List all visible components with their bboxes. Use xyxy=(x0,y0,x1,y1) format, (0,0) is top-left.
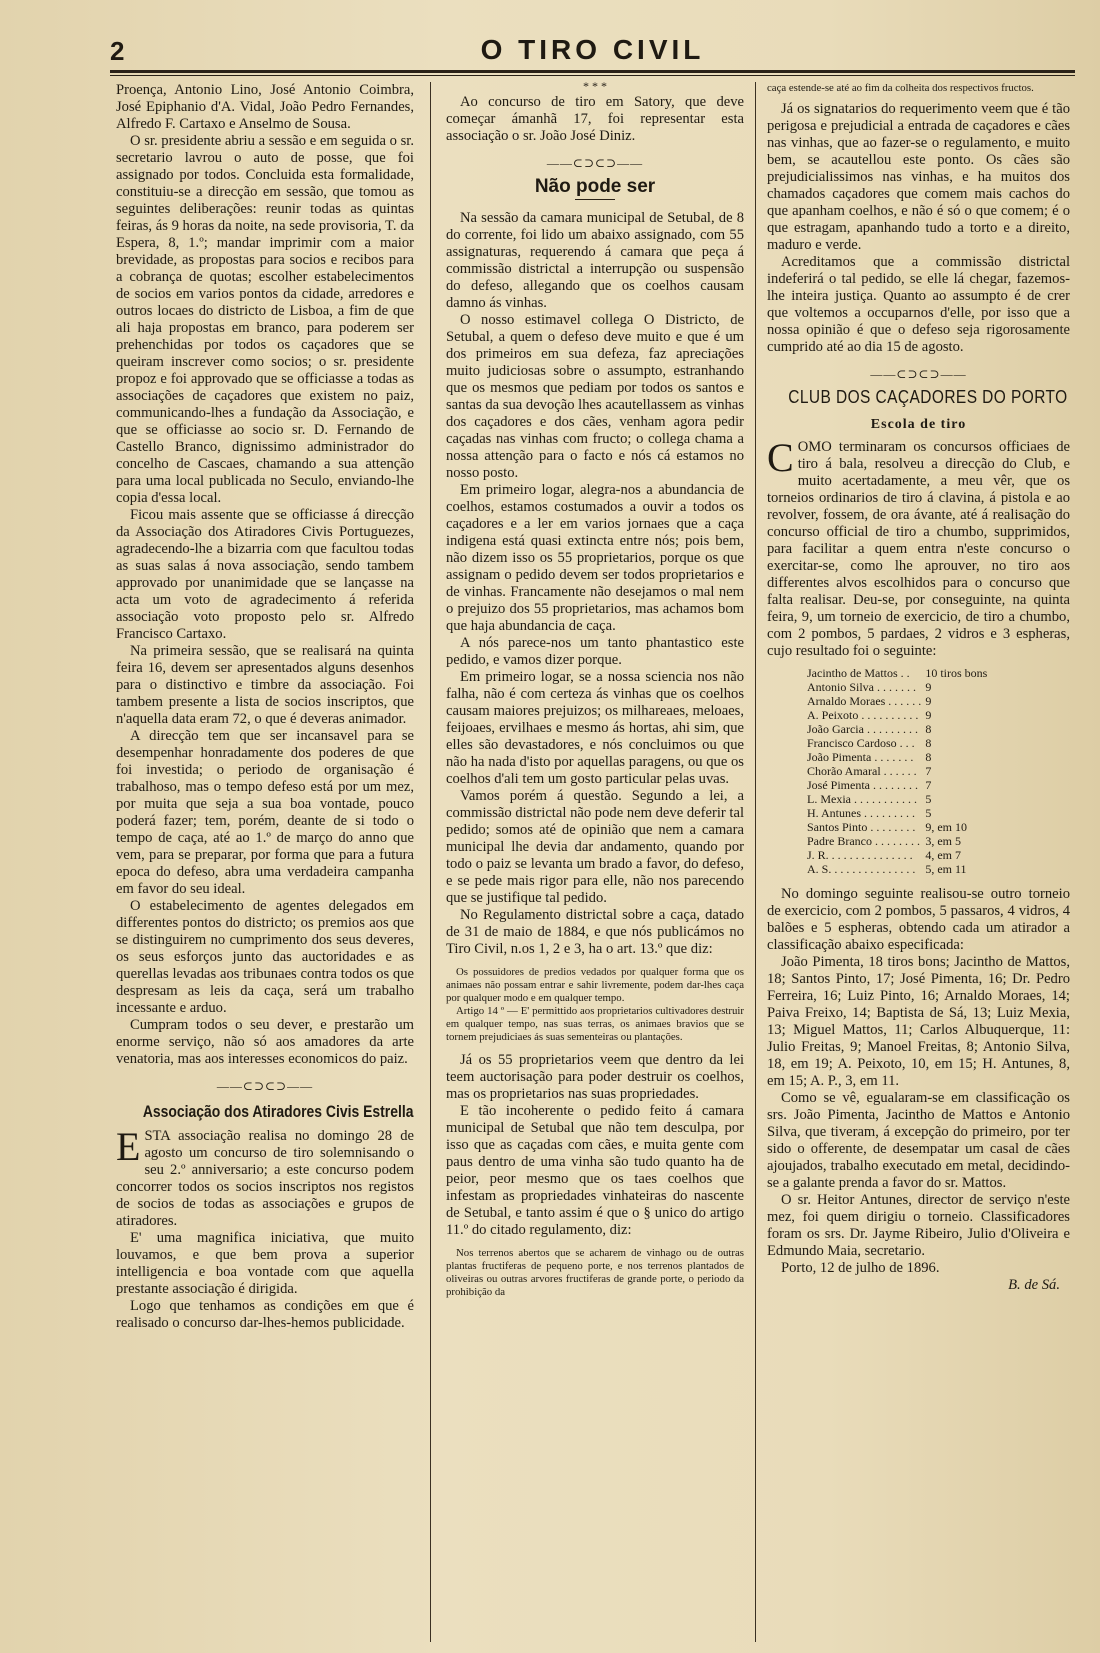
shooter-name: L. Mexia . . . . . . . . . . . xyxy=(807,792,917,806)
shooter-score: 3, em 5 xyxy=(925,834,961,848)
asterism: * * * xyxy=(583,79,607,93)
paragraph: O estabelecimento de agentes delegados em differentes pontos do districto; os premios aos que se distinguirem no cumprimento dos seus deveres, os seus esforços junto das auctoridades e as querellas levadas aos tribunaes contra todos os que despresam as leis da caça, será um trabalho incessante e arduo. xyxy=(116,898,414,1016)
scores-table xyxy=(807,666,991,876)
table-row xyxy=(807,764,991,778)
masthead-title: O TIRO CIVIL xyxy=(480,34,705,65)
paragraph: E' uma magnifica iniciativa, que muito louvamos, e que bem prova a superior intelligencia e boa vontade com que aquella prestante associação é dirigida. xyxy=(116,1230,414,1297)
paragraph: Proença, Antonio Lino, José Antonio Coimbra, José Epiphanio d'A. Vidal, João Pedro Fernandes, Alfredo F. Cartaxo e Anselmo de Sousa. xyxy=(116,82,414,132)
header-rule-thin xyxy=(110,75,1075,76)
paragraph: A nós parece-nos um tanto phantastico este pedido, e vamos dizer porque. xyxy=(446,635,744,668)
shooter-name: J. R. . . . . . . . . . . . . . . xyxy=(807,848,913,862)
paragraph: Vamos porém á questão. Segundo a lei, a commissão districtal não pode nem deve deferir tal pedido; somos até de opinião que nem a camara municipal lhe devia dar andamento, quando por todo o paiz se levanta um brado a favor, do defeso, e se pede mais rigor para elle, não nos parecendo que se justifique tal pedido. xyxy=(446,788,744,906)
column-divider xyxy=(430,82,431,1642)
paragraph: A direcção tem que ser incansavel para se desempenhar honradamente dos poderes de que foi investida; o periodo de organisação é trabalhoso, mas o tempo defeso está por um mez, por muita que seja a sua boa vontade, pouco poderá fazer; tem, porém, deante de si todo o tempo de caça, até ao 1.º de março do anno que vem, para se preparar, por forma que para a futura epoca do defeso, abra uma verdadeira campanha em favor do seu ideal. xyxy=(116,728,414,897)
law-quote xyxy=(446,1247,744,1299)
dateline: Porto, 12 de julho de 1896. xyxy=(781,1260,940,1276)
paragraph: Ao concurso de tiro em Satory, que deve começar ámanhã 17, foi representar esta associação o sr. João José Diniz. xyxy=(446,94,744,144)
paragraph: Acreditamos que a commissão districtal indeferirá o tal pedido, se elle lá chegar, fazemos-lhe inteira justiça. Quanto ao assumpto é de crer que voltemos a occuparnos d'elle, por isso que a nossa opinião é que o defeso seja rigorosamente cumprido até ao dia 15 de agosto. xyxy=(767,254,1070,355)
shooter-name: José Pimenta . . . . . . . . xyxy=(807,778,918,792)
article-title: Não pode ser xyxy=(534,176,656,197)
shooter-score: 9, em 10 xyxy=(925,820,967,834)
paragraph: Em primeiro logar, alegra-nos a abundancia de coelhos, estamos costumados a ouvir a todos os caçadores e a ler em varios jornaes que a caça indigena está quasi extincta entre nós; pois bem, não dizem isso os 55 proprietarios, porque os que assignam o pedido devem ser todos proprietarios e de vinhas. Francamente não desejamos o mal nem o prejuizo dos 55 proprietarios, mas achamos bom que haja abundancia de caça. xyxy=(446,482,744,634)
column-divider xyxy=(755,82,756,1642)
shooter-score: 10 tiros bons xyxy=(925,666,988,680)
table-row xyxy=(807,736,991,750)
table-row xyxy=(807,778,991,792)
shooter-name: João Pimenta . . . . . . . xyxy=(807,750,914,764)
ornament-divider: ——⊂⊃⊂⊃—— xyxy=(546,156,644,170)
article-subtitle: Escola de tiro xyxy=(870,417,967,432)
page-header xyxy=(110,34,1075,70)
paragraph: E tão incoherente o pedido feito á camara municipal de Setubal que não tem desculpa, por isso que as caçadas com cães, e muita gente com paus dentro de uma vinha são tudo quanto ha de peior, peor mesmo que os taes coelhos que infestam as propriedades vinhateiras do nascente de Setubal, e tanto assim é que o § unico do artigo 11.º do citado regulamento, diz: xyxy=(446,1103,744,1238)
shooter-score: 4, em 7 xyxy=(925,848,961,862)
shooter-score: 9 xyxy=(925,708,932,722)
table-row xyxy=(807,666,991,680)
paragraph: No Regulamento districtal sobre a caça, datado de 31 de maio de 1884, e que nós publicámos no Tiro Civil, n.os 1, 2 e 3, ha o art. 13.º que diz: xyxy=(446,907,744,957)
law-quote-continued xyxy=(767,82,1070,95)
shooter-name: H. Antunes . . . . . . . . . xyxy=(807,806,915,820)
table-row xyxy=(807,750,991,764)
ornament-divider: ——⊂⊃⊂⊃—— xyxy=(870,367,967,381)
page-number: 2 xyxy=(110,36,125,66)
article-title: Associação dos Atiradores Civis Estrella xyxy=(142,1102,414,1121)
shooter-score: 5 xyxy=(925,806,932,820)
shooter-name: A. S. . . . . . . . . . . . . . . xyxy=(807,862,916,876)
quote-paragraph: Os possuidores de predios vedados por qualquer forma que os animaes não possam entrar e sahir livremente, podem dar-lhes caça por qualquer modo e em qualquer tempo. xyxy=(446,966,744,1004)
paragraph: Na sessão da camara municipal de Setubal, de 8 do corrente, foi lido um abaixo assignado, com 55 assignaturas, requerendo á camara que peça á commissão districtal a interrupção ou suspensão do defeso, allegando que os coelhos causam damno ás vinhas. xyxy=(446,210,744,311)
paragraph: Em primeiro logar, se a nossa sciencia nos não falha, não é com certeza ás vinhas que os coelhos causam maiores prejuizos; os milhareaes, meloaes, feijoaes, ervilhaes e mesmo ás hortas, ahi sim, que elles são devastadores, e nós concluimos ou que não ha nada d'isto por aquellas paragens, ou que os coelhos d'ali tem um gosto particular pelas uvas. xyxy=(446,669,744,787)
article-title: CLUB DOS CAÇADORES DO PORTO xyxy=(788,387,1068,407)
header-rule xyxy=(110,70,1075,73)
table-row xyxy=(807,820,991,834)
paragraph: Na primeira sessão, que se realisará na quinta feira 16, devem ser apresentados alguns desenhos para o distinctivo e timbre da associação. Foi tambem presente a lista de socios inscriptos, que n'aquella data eram 72, o que é deveras animador. xyxy=(116,643,414,727)
shooter-name: Chorão Amaral . . . . . . xyxy=(807,764,917,778)
paragraph: Ficou mais assente que se officiasse á direcção da Associação dos Atiradores Civis Portuguezes, agradecendo-lhe a bizarria com que facultou todas as suas salas á nova associação, sendo tambem approvado por unanimidade que se lançasse na acta um voto de agradecimento á referida associação voto proposto pelo sr. Alfredo Francisco Cartaxo. xyxy=(116,507,414,642)
column-1 xyxy=(116,82,414,1332)
paragraph: O sr. Heitor Antunes, director de serviço n'este mez, foi quem dirigiu o torneio. Classificadores foram os srs. Dr. Jayme Ribeiro, Julio d'Oliveira e Edmundo Maia, secretario. xyxy=(767,1192,1070,1259)
column-2 xyxy=(446,79,744,1299)
table-row xyxy=(807,806,991,820)
drop-cap: C xyxy=(767,435,794,480)
shooter-name: Padre Branco . . . . . . . . xyxy=(807,834,920,848)
table-row xyxy=(807,708,991,722)
shooter-score: 8 xyxy=(925,722,932,736)
drop-cap: E xyxy=(116,1124,141,1169)
shooter-score: 7 xyxy=(925,764,932,778)
shooter-name: Antonio Silva . . . . . . . xyxy=(807,680,917,694)
table-row xyxy=(807,834,991,848)
paragraph: STA associação realisa no domingo 28 de agosto um concurso de tiro solemnisando o seu 2.º anniversario; a este concurso podem concorrer todos os socios inscriptos nos registos de socios de todas as associações e grupos de atiradores. xyxy=(116,1128,414,1229)
paragraph: Já os 55 proprietarios veem que dentro da lei teem auctorisação para poder destruir os coelhos, mas os proprietarios nas suas propriedades. xyxy=(446,1052,744,1102)
paragraph: No domingo seguinte realisou-se outro torneio de exercicio, com 2 pombos, 5 passaros, 4 vidros, 4 balões e 5 espheras, obtendo cada um atirador a classificação abaixo especificada: xyxy=(767,886,1070,953)
table-row xyxy=(807,792,991,806)
table-row xyxy=(807,694,991,708)
table-row xyxy=(807,680,991,694)
paragraph: OMO terminaram os concursos officiaes de tiro á bala, resolveu a direcção do Club, e muito acertadamente, a meu vêr, que os torneios ordinarios de tiro á clavina, á pistola e ao revolver, fossem, de ora ávante, até á realisação do concurso official de tiro a chumbo, supprimidos, para facilitar a quem entra n'este concurso o exercitar-se, como lhe aprouver, no tiro aos differentes alvos escolhidos para o concurso que falta realisar. Deu-se, por conseguinte, na quinta feira, 9, um torneio de exercicio, de tiro a chumbo, com 2 pombos, 5 pardaes, 2 vidros e 3 espheras, cujo resultado foi o seguinte: xyxy=(767,439,1070,659)
shooter-name: Francisco Cardoso . . . xyxy=(807,736,915,750)
signature: B. de Sá. xyxy=(1008,1277,1060,1293)
shooter-name: Arnaldo Moraes . . . . . . xyxy=(807,694,922,708)
shooter-score: 9 xyxy=(925,694,932,708)
paragraph: Cumpram todos o seu dever, e prestarão um enorme serviço, não só aos amadores da arte venatoria, mas aos interesses economicos do paiz. xyxy=(116,1017,414,1067)
shooter-score: 5, em 11 xyxy=(925,862,967,876)
shooter-score: 8 xyxy=(925,750,932,764)
paragraph: O nosso estimavel collega O Districto, de Setubal, a quem o defeso deve muito e que é um dos primeiros em sua defeza, faz apreciações muito judiciosas sobre o assumpto, estranhando que os mesmos que pediam por todos os santos e santas da sua devoção lhes acautellassem as vinhas dos caçadores e dos cães, venham agora pedir caçadas nas vinhas com fructo; o collega chama a nossa attenção para o facto e nós cá estamos no nosso posto. xyxy=(446,312,744,481)
shooter-name: Santos Pinto . . . . . . . . xyxy=(807,820,916,834)
paragraph: Logo que tenhamos as condições em que é realisado o concurso dar-lhes-hemos publicidade. xyxy=(116,1298,414,1331)
table-row xyxy=(807,722,991,736)
shooter-score: 5 xyxy=(925,792,932,806)
table-row xyxy=(807,862,991,876)
shooter-name: A. Peixoto . . . . . . . . . . xyxy=(807,708,919,722)
law-quote xyxy=(446,966,744,1044)
paragraph: João Pimenta, 18 tiros bons; Jacintho de Mattos, 18; Santos Pinto, 17; José Pimenta, 16; Dr. Pedro Ferreira, 16; Luiz Pinto, 16; Arnaldo Moraes, 14; Paiva Freixo, 14; Baptista de Sá, 13; Luiz Mexia, 13; Miguel Mattos, 11; Carlos Albuquerque, 11: Julio Freitas, 9; Manoel Freitas, 8; Antonio Silva, 18, em 19; A. Peixoto, 10, em 15; H. Antunes, 8, em 15; A. P., 3, em 11. xyxy=(767,954,1070,1089)
shooter-score: 7 xyxy=(925,778,932,792)
title-rule xyxy=(575,199,615,200)
ornament-divider: ——⊂⊃⊂⊃—— xyxy=(216,1079,314,1093)
paragraph: Já os signatarios do requerimento veem que é tão perigosa e prejudicial a entrada de caçadores e cães nas vinhas, que ao fazer-se o regulamento, e muito bem, se acautellou este ponto. Os cães são prejudicialissimos nas vinhas, e ha muitos dos chamados caçadores que comem mais cachos do que apanham coelhos, e não é só o que comem; é o que estragam, apanhando tudo a torto e a direito, maduro e verde. xyxy=(767,101,1070,253)
shooter-name: Jacintho de Mattos . . xyxy=(807,666,910,680)
shooter-score: 9 xyxy=(925,680,932,694)
shooter-score: 8 xyxy=(925,736,932,750)
table-row xyxy=(807,848,991,862)
paragraph: Como se vê, egualaram-se em classificação os srs. João Pimenta, Jacintho de Mattos e Antonio Silva, que tiveram, á excepção do primeiro, por ter sido o offerente, de desempatar um casal de cães ajoujados, trabalho executado em metal, decidindo-se a galante prenda a favor do sr. Mattos. xyxy=(767,1090,1070,1191)
quote-paragraph: Artigo 14 º — E' permittido aos proprietarios cultivadores destruir em qualquer tempo, nas suas terras, os animaes bravios que se tornem prejudiciaes ás suas sementeiras ou plantações. xyxy=(446,1005,744,1043)
paragraph: O sr. presidente abriu a sessão e em seguida o sr. secretario lavrou o auto de posse, que foi assignado por todos. Concluida esta formalidade, constituiu-se a direcção em sessão, que tomou as seguintes deliberações: reunir todas as quintas feiras, ás 9 horas da noite, na sede provisoria, T. da Espera, 8, 1.º; mandar imprimir com a maior brevidade, as propostas para socios e recibos para a cobrança de quotas; escolher estabelecimentos de socios em varios pontos da cidade, arredores e outros locaes do districto de Lisboa, a fim de que ali haja propostas em branco, para poderem ser prehenchidas por todos os caçadores que se queiram inscrever como socios; o sr. presidente propoz e foi approvado que se officiasse a todas as associações de caçadores que existem no paiz, communicando-lhes a fundação da Associação, e que se officiasse ao socio sr. D. Fernando de Castello Branco, dignissimo administrador do concelho de Cascaes, chamando a sua attenção para uma local publicada no Seculo, enviando-lhe copia d'essa local. xyxy=(116,133,414,506)
quote-paragraph: Nos terrenos abertos que se acharem de vinhago ou de outras plantas fructiferas de pequeno porte, e nos terrenos plantados de oliveiras ou outras arvores fructiferas de grande porte, o periodo da prohibição da xyxy=(446,1247,744,1298)
column-3 xyxy=(767,82,1070,1294)
shooter-name: João Garcia . . . . . . . . . xyxy=(807,722,918,736)
quote-paragraph: caça estende-se até ao fim da colheita dos respectivos fructos. xyxy=(767,82,1034,94)
